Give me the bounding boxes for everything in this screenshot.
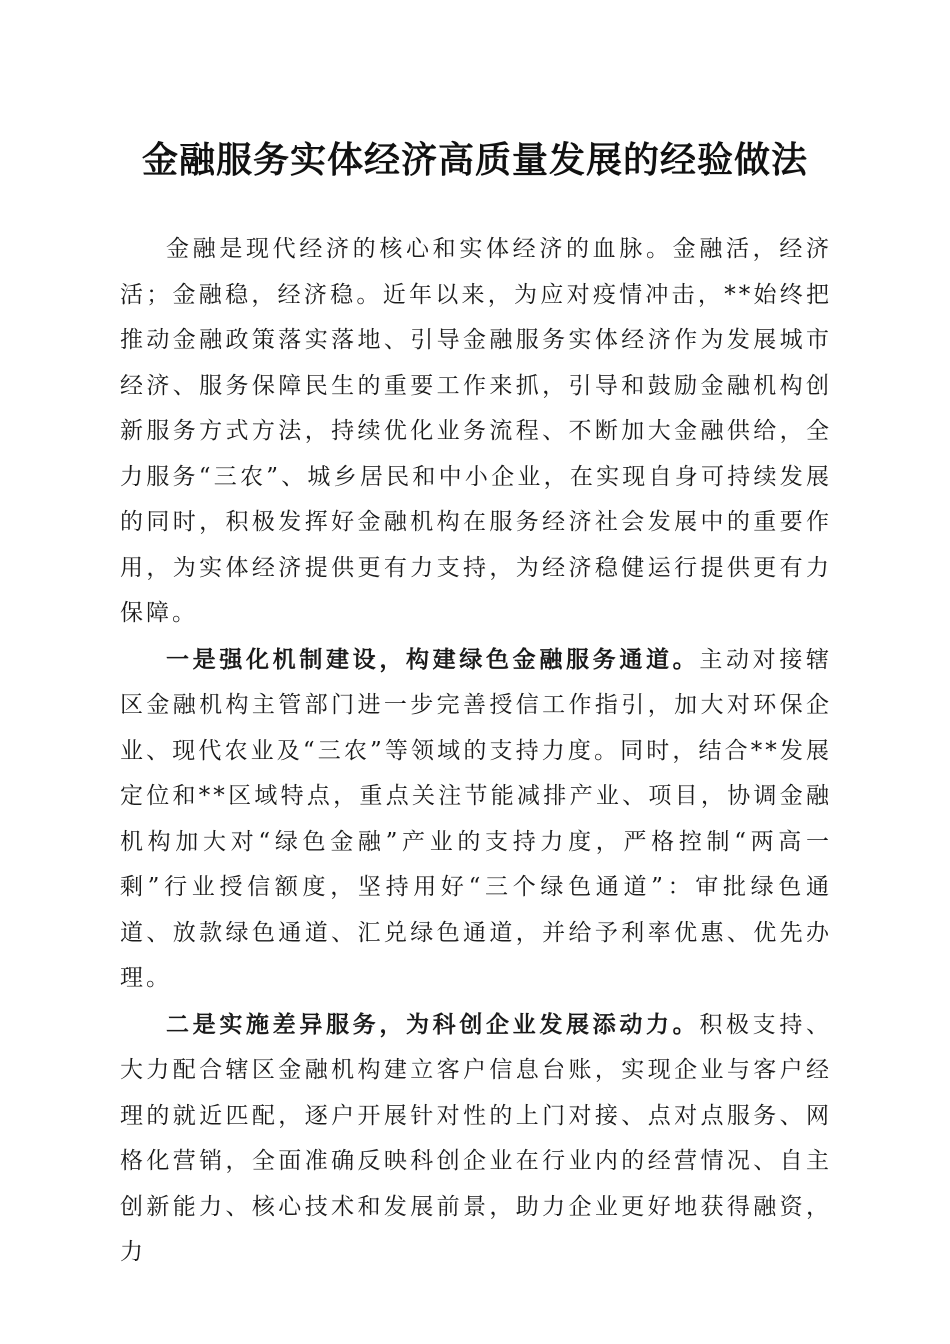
paragraph-point-2-text: 积极支持、大力配合辖区金融机构建立客户信息台账，实现企业与客户经理的就近匹配，逐户开展针对性的上门对接、点对点服务、网格化营销，全面准确反映科创企业在行业内的经营情况、自主创新能力、核心技术和发展前景，助力企业更好地获得融资，力 — [120, 1011, 833, 1265]
paragraph-point-2-heading: 二是实施差异服务，为科创企业发展添动力。 — [166, 1010, 700, 1038]
paragraph-point-1 — [120, 637, 832, 1002]
paragraph-point-1-heading: 一是强化机制建设，构建绿色金融服务通道。 — [166, 645, 700, 673]
document-title: 金融服务实体经济高质量发展的经验做法 — [141, 139, 808, 181]
paragraph-point-2 — [120, 1002, 832, 1276]
document-body — [120, 227, 832, 1276]
paragraph-intro — [120, 227, 832, 637]
paragraph-point-1-text: 主动对接辖区金融机构主管部门进一步完善授信工作指引，加大对环保企业、现代农业及“三农”等领域的支持力度。同时，结合**发展定位和**区域特点，重点关注节能减排产业、项目，协调金融机构加大对“绿色金融”产业的支持力度，严格控制“两高一剩”行业授信额度，坚持用好“三个绿色通道”：审批绿色通道、放款绿色通道、汇兑绿色通道，并给予利率优惠、优先办理。 — [120, 646, 833, 991]
paragraph-intro-text: 金融是现代经济的核心和实体经济的血脉。金融活，经济活；金融稳，经济稳。近年以来，为应对疫情冲击，**始终把推动金融政策落实落地、引导金融服务实体经济作为发展城市经济、服务保障民生的重要工作来抓，引导和鼓励金融机构创新服务方式方法，持续优化业务流程、不断加大金融供给，全力服务“三农”、城乡居民和中小企业，在实现自身可持续发展的同时，积极发挥好金融机构在服务经济社会发展中的重要作用，为实体经济提供更有力支持，为经济稳健运行提供更有力保障。 — [120, 236, 832, 626]
